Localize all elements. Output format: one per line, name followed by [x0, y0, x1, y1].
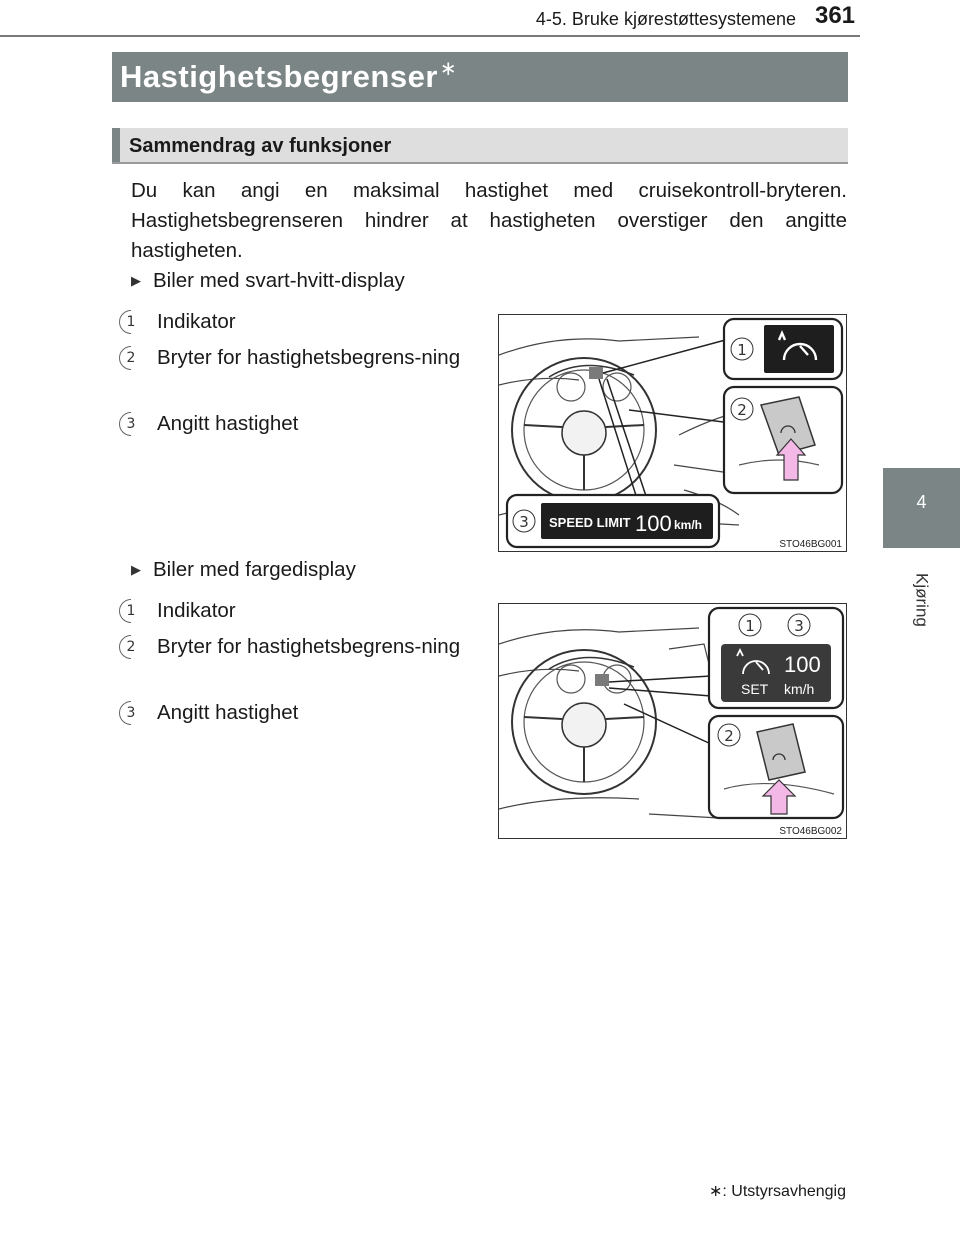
list-item-text: Angitt hastighet	[157, 701, 299, 724]
figure-code: STO46BG001	[779, 539, 842, 550]
number-badge: 1	[120, 600, 142, 622]
subsection-title: Sammendrag av funksjoner	[129, 135, 392, 157]
callout-1: 1	[745, 617, 755, 635]
footnote	[630, 1181, 846, 1201]
display-label: SET	[741, 681, 769, 697]
page-number: 361	[814, 2, 856, 29]
footnote-text: : Utstyrsavhengig	[722, 1183, 846, 1200]
page-title-bar	[112, 52, 848, 102]
list-item-text: Bryter for hastighetsbegrens-ning	[157, 346, 461, 369]
optional-equipment-marker: ∗	[439, 58, 457, 80]
callout-2: 2	[737, 401, 747, 419]
figure-monochrome-display	[498, 314, 847, 552]
list-item-text: Bryter for hastighetsbegrens-ning	[157, 635, 461, 658]
list-item	[120, 307, 470, 337]
display-unit: km/h	[784, 681, 815, 697]
section-heading-text: Biler med fargedisplay	[153, 558, 356, 581]
list-item	[120, 698, 470, 728]
footnote-marker: ∗	[708, 1183, 723, 1200]
section-heading-text: Biler med svart-hvitt-display	[153, 269, 405, 292]
number-badge: 3	[120, 702, 142, 724]
section-heading-color	[131, 558, 356, 582]
display-value: 100	[635, 511, 672, 536]
callout-3: 3	[519, 513, 529, 531]
callout-1: 1	[737, 341, 747, 359]
dashboard-illustration	[499, 315, 847, 552]
chapter-label	[883, 555, 960, 645]
running-header	[470, 0, 860, 30]
subsection-bar	[112, 128, 848, 164]
section-heading-monochrome	[131, 269, 405, 293]
page-title: Hastighetsbegrenser	[120, 59, 438, 94]
list-item-text: Angitt hastighet	[157, 412, 299, 435]
number-badge: 2	[120, 347, 142, 369]
number-badge: 2	[120, 636, 142, 658]
list-item	[120, 632, 470, 662]
chapter-number: 4	[916, 492, 927, 512]
section-title: 4-5. Bruke kjørestøttesystemene	[535, 9, 796, 29]
callout-2: 2	[724, 727, 734, 745]
number-badge: 3	[120, 413, 142, 435]
list-item-text: Indikator	[157, 310, 236, 333]
figure-color-display	[498, 603, 847, 839]
subsection-accent	[112, 128, 120, 162]
figure-code: STO46BG002	[779, 826, 842, 837]
header-rule	[0, 35, 860, 37]
chapter-name: Kjøring	[912, 573, 932, 627]
list-item	[120, 596, 470, 626]
dashboard-illustration	[499, 604, 847, 839]
list-item	[120, 343, 470, 373]
list-item-text: Indikator	[157, 599, 236, 622]
callout-3: 3	[794, 617, 804, 635]
display-label: SPEED LIMIT	[549, 515, 631, 530]
display-value: 100	[784, 652, 821, 677]
triangle-bullet-icon: ▶	[131, 273, 141, 288]
number-badge: 1	[120, 311, 142, 333]
display-unit: km/h	[674, 518, 703, 532]
triangle-bullet-icon: ▶	[131, 562, 141, 577]
intro-paragraph: Du kan angi en maksimal hastighet med cruisekontroll-bryteren. Hastighetsbegrenseren hindrer at hastigheten overstiger den angitte hastigheten.	[131, 179, 847, 262]
list-item	[120, 409, 470, 439]
